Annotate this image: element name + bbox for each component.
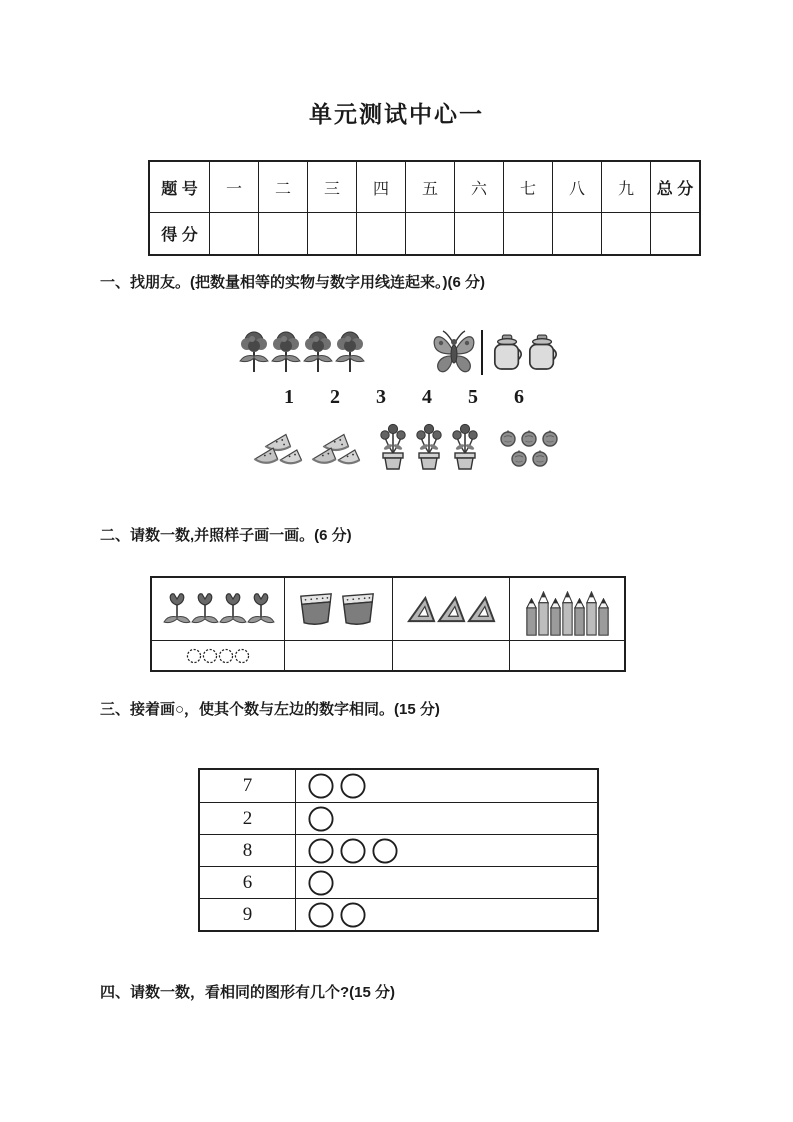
drawn-circles-row xyxy=(295,834,597,866)
section-four-heading: 四、请数一数，看相同的图形有几个?(15 分) xyxy=(100,984,396,1001)
match-numbers-row xyxy=(266,386,542,409)
tulip-icon xyxy=(162,589,192,629)
score-cell-empty xyxy=(601,212,650,254)
rose-icon xyxy=(301,330,335,374)
score-cell-empty xyxy=(209,212,258,254)
pencil-cell xyxy=(509,578,624,640)
watermelon-cluster-icon xyxy=(311,431,364,469)
score-header-q2: 二 xyxy=(258,162,307,212)
fruit-group xyxy=(496,429,562,467)
target-number: 9 xyxy=(200,898,295,930)
tulip-icon xyxy=(190,589,220,629)
drawn-circle-icon xyxy=(372,838,398,864)
score-header-q3: 三 xyxy=(307,162,356,212)
watermelon-group xyxy=(253,431,364,469)
score-table xyxy=(148,160,701,256)
triangle-cell xyxy=(392,578,509,640)
scan-mark-line xyxy=(481,330,483,375)
score-header-q9: 九 xyxy=(601,162,650,212)
score-header-q1: 一 xyxy=(209,162,258,212)
rose-icon xyxy=(237,330,271,374)
score-cell-empty xyxy=(650,212,699,254)
rose-group xyxy=(237,330,365,374)
example-circle-icon xyxy=(202,648,218,664)
fruit-icon xyxy=(499,429,517,447)
score-cell-empty xyxy=(503,212,552,254)
match-number-6: 6 xyxy=(514,386,524,408)
score-header-total: 总 分 xyxy=(650,162,699,212)
match-number-5: 5 xyxy=(468,386,478,408)
rose-icon xyxy=(269,330,303,374)
drawn-circle-icon xyxy=(340,902,366,928)
match-number-1: 1 xyxy=(284,386,294,408)
drawn-circle-icon xyxy=(308,838,334,864)
watermelon-cluster-icon xyxy=(253,431,306,469)
example-circles-cell xyxy=(152,640,284,670)
section-one-heading: 一、找朋友。(把数量相等的实物与数字用线连起来。)(6 分) xyxy=(100,274,485,291)
score-header-q8: 八 xyxy=(552,162,601,212)
drum-cell xyxy=(284,578,392,640)
pencil-icon xyxy=(537,591,550,636)
target-number: 2 xyxy=(200,802,295,834)
target-number: 8 xyxy=(200,834,295,866)
count-and-draw-table xyxy=(150,576,626,672)
draw-cell-empty xyxy=(392,640,509,670)
butterfly-group xyxy=(430,329,478,375)
example-circle-icon xyxy=(234,648,250,664)
fruit-icon xyxy=(531,449,549,467)
tulip-icon xyxy=(218,589,248,629)
match-number-4: 4 xyxy=(422,386,432,408)
score-row-label: 得 分 xyxy=(150,212,209,254)
triangle-ruler-icon xyxy=(436,595,467,624)
drawn-circles-row xyxy=(295,898,597,930)
score-header-q6: 六 xyxy=(454,162,503,212)
score-cell-empty xyxy=(552,212,601,254)
potted-flower-icon xyxy=(377,420,409,470)
butterfly-icon xyxy=(430,329,478,375)
section-three-heading: 三、接着画○，使其个数与左边的数字相同。(15 分) xyxy=(100,701,440,718)
tulip-icon xyxy=(246,589,276,629)
target-number: 7 xyxy=(242,775,253,796)
score-header-q4: 四 xyxy=(356,162,405,212)
draw-cell-empty xyxy=(284,640,392,670)
triangle-ruler-icon xyxy=(406,595,437,624)
fruit-icon xyxy=(541,429,559,447)
rose-icon xyxy=(333,330,367,374)
score-cell-empty xyxy=(356,212,405,254)
jar-icon xyxy=(492,334,524,372)
score-header-label: 题 号 xyxy=(161,180,198,198)
continue-circles-table xyxy=(198,768,599,932)
potted-flower-group xyxy=(377,420,481,470)
potted-flower-icon xyxy=(413,420,445,470)
match-number-3: 3 xyxy=(376,386,386,408)
score-cell-empty xyxy=(258,212,307,254)
drawn-circles-row xyxy=(295,802,597,834)
drawn-circle-icon xyxy=(308,806,334,832)
drawn-circle-icon xyxy=(308,773,334,799)
jar-group xyxy=(492,334,559,372)
drawn-circles-row xyxy=(295,770,597,802)
example-circle-icon xyxy=(218,648,234,664)
draw-cell-empty xyxy=(509,640,624,670)
pencil-icon xyxy=(561,591,574,636)
tulip-cell xyxy=(152,578,284,640)
potted-flower-icon xyxy=(449,420,481,470)
score-header-q7: 七 xyxy=(503,162,552,212)
fruit-icon xyxy=(510,449,528,467)
triangle-ruler-icon xyxy=(466,595,497,624)
drawn-circles-row xyxy=(295,866,597,898)
score-cell-empty xyxy=(405,212,454,254)
example-circle-icon xyxy=(186,648,202,664)
match-number-2: 2 xyxy=(330,386,340,408)
section-two-heading: 二、请数一数,并照样子画一画。(6 分) xyxy=(100,527,352,544)
score-cell-empty xyxy=(454,212,503,254)
pencil-icon xyxy=(585,591,598,636)
drawn-circle-icon xyxy=(308,902,334,928)
drawn-circle-icon xyxy=(340,773,366,799)
drawn-circle-icon xyxy=(340,838,366,864)
score-cell-empty xyxy=(307,212,356,254)
drawn-circle-icon xyxy=(308,870,334,896)
pencil-icon xyxy=(597,598,610,636)
fruit-icon xyxy=(520,429,538,447)
score-header-q5: 五 xyxy=(405,162,454,212)
jar-icon xyxy=(527,334,559,372)
page-title: 单元测试中心一 xyxy=(309,101,484,127)
drum-icon xyxy=(339,592,377,627)
drum-icon xyxy=(297,592,335,627)
target-number: 6 xyxy=(200,866,295,898)
